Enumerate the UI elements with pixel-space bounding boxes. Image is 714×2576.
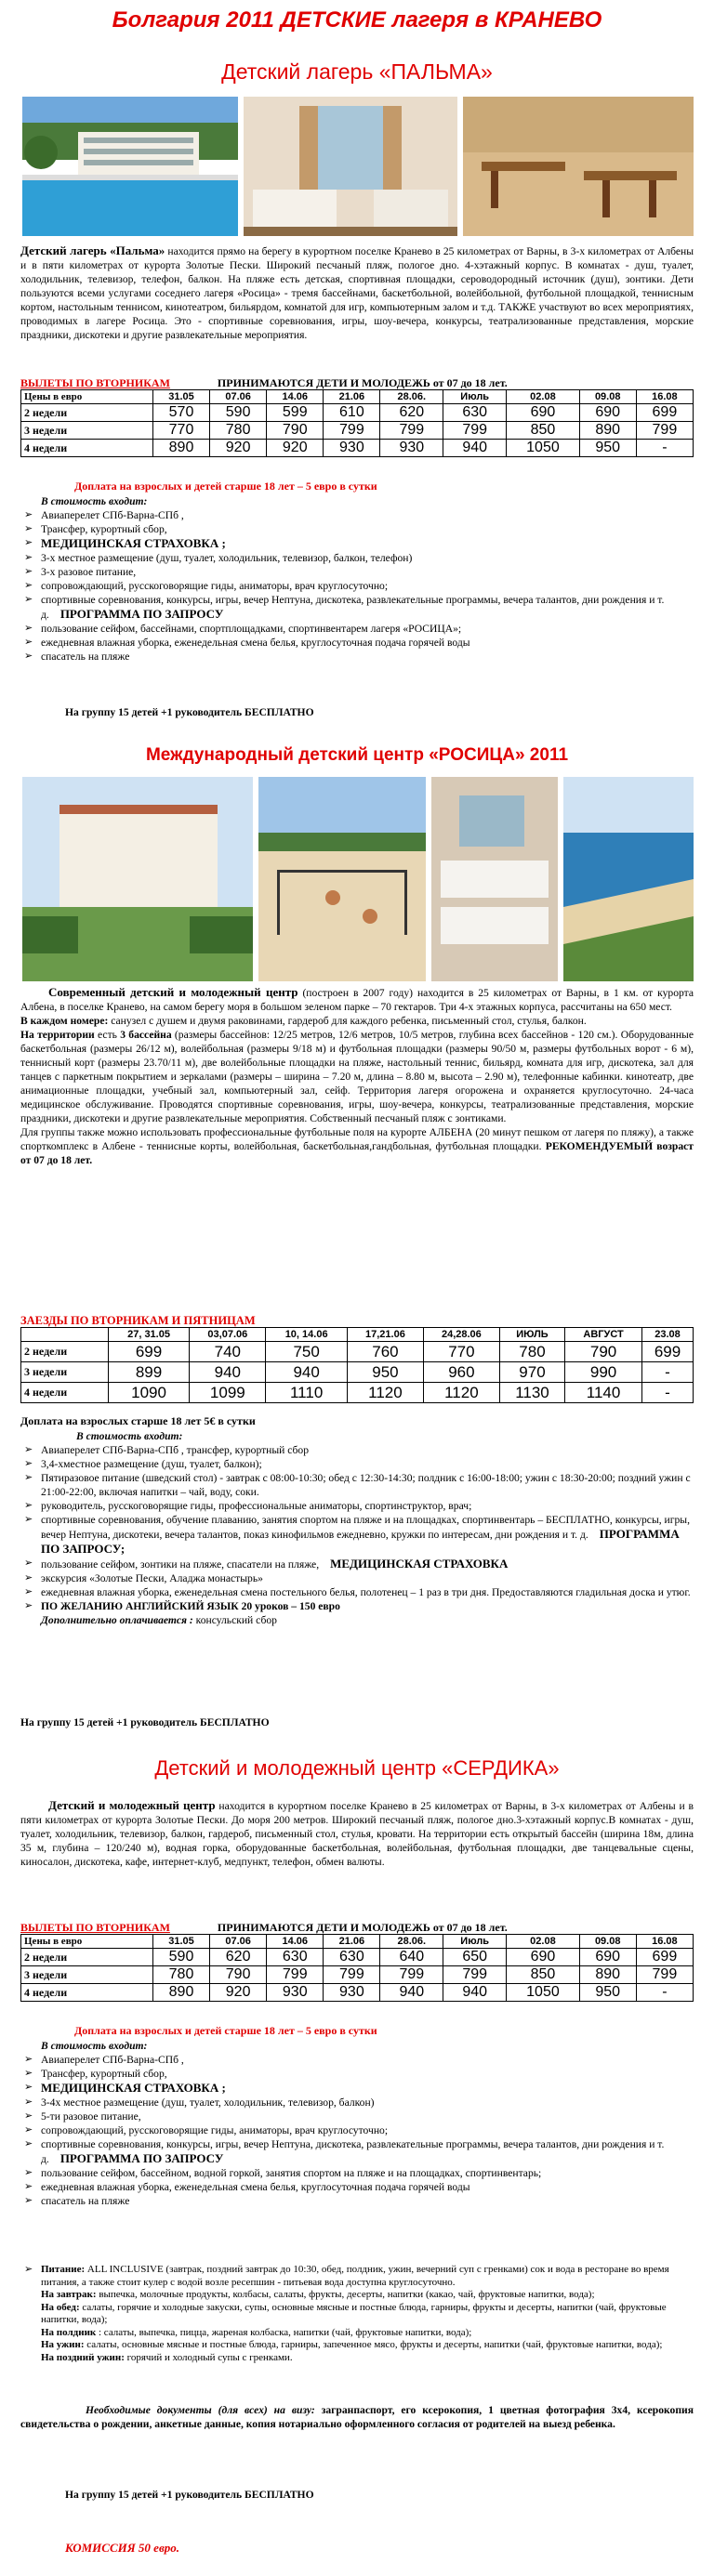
list-item [20,2194,694,2208]
serdika-lunch-text: салаты, горячие и холодные закуски, супы, основные мясные и постные блюда, гарниры, фрукты и десерты, напитки (чай, фруктовые напитки, вода); [41,2301,667,2325]
table-header-cell: 24,28.06 [423,1328,499,1342]
rositsa-p3-lead: На территории [20,1029,95,1041]
table-row-label: 4 недели [21,1984,153,2002]
table-header-cell: 16.08 [636,390,693,404]
list-item [20,1471,694,1499]
serdika-table-header [21,1935,694,1949]
table-cell: 790 [267,422,324,440]
rositsa-extra-payment [20,1613,694,1627]
serdika-lunch-label: На обед: [41,2301,80,2313]
rositsa-departures-label: ЗАЕЗДЫ ПО ВТОРНИКАМ И ПЯТНИЦАМ [20,1314,256,1327]
table-header-cell: 27, 31.05 [108,1328,190,1342]
table-row-label: 3 недели [21,1362,109,1383]
table-cell: 699 [636,1949,693,1966]
table-cell: 650 [443,1949,507,1966]
rositsa-english-line [20,1599,694,1613]
list-item-text: экскурсия «Золотые Пески, Аладжа монастырь» [41,1572,263,1584]
list-item-text: 3-х разовое питание, [41,566,137,578]
table-cell: 790 [565,1342,642,1362]
serdika-program-on-request: ПРОГРАММА ПО ЗАПРОСУ [60,2151,224,2165]
table-cell: 890 [579,422,636,440]
list-item [20,536,694,551]
rositsa-p3-text: (размеры бассейнов: 12/25 метров, 12/6 метров, 10/5 метров, глубина всех бассейнов - 120 см.). Оборудованные баскетбольная (размеры 26/12 м), волейбольная (размеры 9/18 м) и футбольная площадки (размеры 90/50 м, размеры футбольных ворот - 6 м), теннисный корт (размеры 23.70/11 м), две волейбольные площадки на пляже, настольный теннис, бильярд, комната для игр, дискотека, зал для танцев с паркетным покрытием и зеркалами (размеры – ширина – 7.20 м, длина – 8.80 м, высота – 2.90 м), телефонные кабинки. кинотеатр, две анимационные площадки, учебный зал, компьютерный зал, сейф. Территория лагеря огорожена и охраняется круглосуточно. 24-часа медицинское обслуживание. Проводятся спортивные соревнования, игры, шоу-вечера, конкурсы, театрализованные представления, морские праздники, дискотеки и другие развлекательные мероприятия. Собственный песчаный пляж с зонтиками. [20,1029,694,1124]
table-cell: 610 [324,404,380,422]
serdika-meals-label: Питание: [41,2264,86,2275]
list-item [20,2081,694,2096]
list-item [20,2137,694,2166]
table-cell: 930 [380,440,443,457]
table-cell: 1110 [266,1383,348,1403]
table-cell: 890 [579,1966,636,1984]
list-item [20,2067,694,2081]
serdika-dinner [20,2339,694,2352]
table-header-cell: 17,21.06 [347,1328,423,1342]
table-header-cell: 02.08 [507,390,579,404]
table-row [21,1362,694,1383]
table-row [21,404,694,422]
rositsa-p3 [20,1028,694,1125]
table-header-cell: 07.06 [210,390,267,404]
table-header-cell: 23.08 [642,1328,694,1342]
rositsa-insurance: МЕДИЦИНСКАЯ СТРАХОВКА [330,1557,509,1571]
list-item [20,636,694,650]
rositsa-includes [20,1429,694,1627]
serdika-lunch [20,2302,694,2327]
list-item-text: Трансфер, курортный сбор, [41,523,167,535]
table-row-label: 4 недели [21,440,153,457]
list-item-text: пользование сейфом, зонтики на пляже, спасатели на пляже, [41,1558,320,1571]
palma-table-header [21,390,694,404]
list-item-text: Авиаперелет СПб-Варна-СПб , трансфер, курортный сбор [41,1444,310,1456]
table-cell: 940 [443,1984,507,2002]
table-cell: 960 [423,1362,499,1383]
table-row [21,1949,694,1966]
table-row [21,422,694,440]
table-header-cell: Цены в евро [21,390,153,404]
rositsa-table-header [21,1328,694,1342]
table-cell: 799 [443,422,507,440]
table-header-cell: ИЮЛЬ [499,1328,564,1342]
table-cell: 770 [423,1342,499,1362]
table-cell: 690 [507,404,579,422]
list-item-text: пользование сейфом, бассейном, водной горкой, занятия спортом на пляже и на площадках, спортинвентарь; [41,2167,542,2179]
table-row-label: 4 недели [21,1383,109,1403]
table-cell: 590 [210,404,267,422]
rositsa-includes-title: В стоимость входит: [76,1430,183,1442]
table-cell: 940 [443,440,507,457]
list-item-text: пользование сейфом, бассейнами, спортплощадками, спортинвентарем лагеря «РОСИЦА»; [41,623,462,635]
table-header-cell: 21.06 [324,1935,380,1949]
table-header-cell: АВГУСТ [565,1328,642,1342]
table-row [21,1342,694,1362]
table-row-label: 2 недели [21,404,153,422]
table-cell: 640 [380,1949,443,1966]
table-cell: 799 [443,1966,507,1984]
table-cell: 770 [152,422,209,440]
table-cell: - [636,440,693,457]
table-cell: 630 [443,404,507,422]
table-cell: 750 [266,1342,348,1362]
serdika-meals [20,2264,694,2364]
table-row [21,1984,694,2002]
serdika-late-label: На поздний ужин: [41,2351,125,2363]
serdika-breakfast-label: На завтрак: [41,2289,97,2300]
serdika-snack-text: : салаты, выпечка, пицца, жареная колбаска, напитки (чай, фруктовые напитки, вода); [96,2326,472,2338]
palma-photo-room [244,97,457,236]
list-item-text: спортивные соревнования, конкурсы, игры, вечер Нептуна, дискотека, развлекательные программы, вечера талантов, дни рождения и т. д. [41,594,665,621]
table-header-cell: Июль [443,1935,507,1949]
serdika-group-note: На группу 15 детей +1 руководитель БЕСПЛАТНО [65,2489,314,2501]
serdika-price-table [20,1934,694,2002]
list-item-text: Авиаперелет СПб-Варна-СПб , [41,509,184,521]
list-item-text: 3-4х местное размещение (душ, туалет, холодильник, телевизор, балкон) [41,2096,375,2109]
list-item-text: ежедневная влажная уборка, еженедельная смена постельного белья, полотенец – 1 раз в три дня. Предоставляются гладильная доска и утюг. [41,1586,691,1598]
list-item-text: Трансфер, курортный сбор, [41,2068,167,2080]
rositsa-photo-beach [563,777,694,981]
table-cell: 799 [267,1966,324,1984]
list-item [20,1457,694,1471]
table-header-cell: 02.08 [507,1935,579,1949]
table-cell: 940 [380,1984,443,2002]
table-cell: 890 [152,440,209,457]
rositsa-p1 [20,985,694,1014]
palma-intro [20,243,694,342]
palma-heading: Детский лагерь «ПАЛЬМА» [221,59,493,84]
rositsa-p4-text: Для группы также можно использовать профессиональные футбольные поля на курорте АЛБЕНА (20 минут пешком от лагеря по пляжу), а также спорткомплекс в Албене - теннисные корты, волейбольная, баскетбольная,гандбольная, футбольная площадки. [20,1126,694,1152]
table-cell: 1120 [347,1383,423,1403]
list-item [20,1557,694,1571]
list-item-text: Авиаперелет СПб-Варна-СПб , [41,2054,184,2066]
table-cell: 799 [324,422,380,440]
palma-photo-dining [463,97,694,236]
table-cell: 630 [324,1949,380,1966]
rositsa-extra-label: Дополнительно оплачивается : [41,1614,193,1626]
table-header-cell: 16.08 [636,1935,693,1949]
rositsa-p2-lead: В каждом номере: [20,1015,109,1027]
table-cell: 599 [267,404,324,422]
table-cell: 699 [108,1342,190,1362]
table-cell: 950 [579,440,636,457]
table-cell: 780 [499,1342,564,1362]
rositsa-program-on-request: ПРОГРАММА ПО ЗАПРОСУ; [41,1527,680,1556]
list-item [20,1513,694,1557]
table-row [21,440,694,457]
table-cell: 690 [507,1949,579,1966]
table-cell: 930 [267,1984,324,2002]
rositsa-price-table [20,1327,694,1403]
table-cell: 760 [347,1342,423,1362]
list-item-text: 3-х местное размещение (душ, туалет, холодильник, телевизор, балкон, телефон) [41,552,413,564]
list-item-text: Пятиразовое питание (шведский стол) - завтрак с 08:00-10:30; обед с 12:30-14:30; полдник с 16:00-18:00; ужин с 18:30-20:00; поздний ужин с 21:00-22:00, включая напитки – чай, воду, соки. [41,1472,691,1498]
serdika-intro-text: находится в курортном поселке Кранево в 25 километрах от Варны, в 3-х километрах от Албены и в пяти километрах от курорта Золотые Пески. До моря 200 метров. Широкий песчаный пляж, пологое дно.3-хэтажный корпус.В комнатах - душ, туалет, холодильник, телевизор, балкон, гардероб, письменный стол, стулья, кровати. На территории есть открытый бассейн (ширина 18м, длина 35 м, глубина – 120/240 м), водная горка, оборудованные баскетбольная, волейбольная, футбольная площадки, две танцевальные сцены, киносалон, дискотека, кафе, интернет-клуб, медпункт, телефон, обмен валюты. [20,1800,694,1868]
palma-departures-line [20,376,694,390]
table-header-cell: 09.08 [579,390,636,404]
rositsa-group-note: На группу 15 детей +1 руководитель БЕСПЛАТНО [20,1716,270,1728]
list-item [20,579,694,593]
serdika-late-text: горячий и холодный супы с гренками. [124,2351,293,2363]
table-cell: 799 [636,1966,693,1984]
serdika-dinner-label: На ужин: [41,2339,85,2350]
table-cell: 570 [152,404,209,422]
list-item [20,1571,694,1585]
rositsa-p1-text: (построен в 2007 году) находится в 25 километрах от Варны, в 1 км. от курорта Албена, в поселке Кранево, на самом берегу моря в большом зеленом парке – 70 гектаров. Три 4-х этажных корпуса, рассчитаны на 650 мест. [20,987,694,1013]
serdika-departures-line [20,1921,694,1935]
table-cell: 699 [636,404,693,422]
list-item [20,622,694,636]
table-cell: - [642,1362,694,1383]
rositsa-p2-text: санузел с душем и двумя раковинами, гардероб для каждого ребенка, письменный стол, стулья, балкон. [108,1015,587,1027]
table-cell: 630 [267,1949,324,1966]
serdika-docs-text: загранпаспорт, его ксерокопия, 1 цветная фотография 3х4, ксерокопия свидетельства о рождении, анкетные данные, копия нотариально оформленного согласия от родителей на выезд ребенка. [20,2404,694,2430]
palma-surcharge: Доплата на взрослых и детей старше 18 лет – 5 евро в сутки [74,480,377,493]
table-header-cell: 31.05 [152,390,209,404]
list-item [20,2109,694,2123]
table-row-label: 3 недели [21,1966,153,1984]
table-cell: 930 [324,1984,380,2002]
rositsa-photo-room [431,777,558,981]
serdika-breakfast [20,2289,694,2302]
table-header-cell [21,1328,109,1342]
serdika-breakfast-text: выпечка, молочные продукты, колбасы, салаты, фрукты, десерты, напитки (какао, чай, фруктовые напитки, вода); [96,2289,595,2300]
serdika-includes [20,2039,694,2208]
table-cell: 930 [324,440,380,457]
serdika-docs-label: Необходимые документы (для всех) на визу: [86,2404,315,2416]
table-cell: 1140 [565,1383,642,1403]
serdika-ages: ПРИНИМАЮТСЯ ДЕТИ И МОЛОДЕЖЬ от 07 до 18 лет. [217,1921,508,1934]
table-cell: 590 [152,1949,209,1966]
table-cell: 950 [347,1362,423,1383]
palma-ages: ПРИНИМАЮТСЯ ДЕТИ И МОЛОДЕЖЬ от 07 до 18 лет. [217,376,508,389]
table-cell: 799 [324,1966,380,1984]
table-cell: 890 [152,1984,209,2002]
list-item-text: 3,4-хместное размещение (душ, туалет, балкон); [41,1458,262,1470]
rositsa-surcharge: Доплата на взрослых старше 18 лет 5€ в сутки [20,1414,256,1427]
table-cell: 920 [267,440,324,457]
table-header-cell: 03,07.06 [190,1328,266,1342]
list-item [20,551,694,565]
table-cell: 620 [210,1949,267,1966]
list-item [20,1585,694,1599]
table-header-cell: 31.05 [152,1935,209,1949]
list-item [20,2053,694,2067]
table-cell: 1050 [507,440,579,457]
rositsa-photo-volleyball [258,777,426,981]
serdika-surcharge: Доплата на взрослых и детей старше 18 лет – 5 евро в сутки [74,2024,377,2037]
list-item-text: МЕДИЦИНСКАЯ СТРАХОВКА ; [41,2081,226,2095]
page-title: Болгария 2011 ДЕТСКИЕ лагеря в КРАНЕВО [112,7,602,33]
table-header-cell: 28.06. [380,1935,443,1949]
table-cell: 1099 [190,1383,266,1403]
list-item-text: сопровождающий, русскоговорящие гиды, аниматоры, врач круглосуточно; [41,2124,389,2136]
serdika-intro-lead: Детский и молодежный центр [48,1798,216,1812]
table-header-cell: 10, 14.06 [266,1328,348,1342]
table-cell: - [636,1984,693,2002]
table-header-cell: 28.06. [380,390,443,404]
table-cell: 740 [190,1342,266,1362]
table-cell: 850 [507,422,579,440]
table-header-cell: 09.08 [579,1935,636,1949]
list-item [20,650,694,664]
table-header-cell: 14.06 [267,1935,324,1949]
list-item [20,2166,694,2180]
table-row [21,1966,694,1984]
list-item [20,508,694,522]
table-header-cell: 07.06 [210,1935,267,1949]
rositsa-p1-lead: Современный детский и молодежный центр [48,985,298,999]
table-cell: 1090 [108,1383,190,1403]
serdika-documents [20,2403,694,2431]
table-cell: 690 [579,1949,636,1966]
table-row [21,1383,694,1403]
table-cell: 940 [266,1362,348,1383]
serdika-dinner-text: салаты, основные мясные и постные блюда, гарниры, запеченное мясо, фрукты и десерты, напитки (чай, фруктовые напитки, вода); [84,2339,663,2350]
palma-intro-text: находится прямо на берегу в курортном поселке Кранево в 25 километрах от Варны, в 3-х километрах от Албены и в пяти километрах от курорта Золотые Пески. Широкий песчаный пляж, пологое дно. 4-хэтажный корпус. В комнатах - душ, туалет, холодильник, телевизор, телефон, балкон. На пляже есть детская, спортивная площадки, сероводородный источник (душ), зонтики. Дети пользуются всеми услугами соседнего лагеря «Росица» - тремя бассейнами, баскетбольной, волейбольной, футбольной площадкой, теннисным кортом, настольным теннисом, кинотеатром, бильярдом, комнатой для игр, компьютерным залом и т.д. ТАКЖЕ участвуют во всех мероприятиях, проводимых в лагере Росица. Это - спортивные соревнования, игры, шоу-вечера, конкурсы, театрализованные представления, морские праздники, дискотеки и другие развлекательные мероприятия. [20,245,694,341]
serdika-late-dinner [20,2352,694,2365]
table-cell: 1130 [499,1383,564,1403]
table-cell: 780 [210,422,267,440]
rositsa-p4-age: возраст от 07 до 18 лет. [20,1140,694,1166]
palma-includes [20,494,694,664]
table-row-label: 2 недели [21,1949,153,1966]
table-header-cell: Цены в евро [21,1935,153,1949]
table-row-label: 2 недели [21,1342,109,1362]
table-cell: 690 [579,404,636,422]
table-row-label: 3 недели [21,422,153,440]
rositsa-p3-pools: 3 бассейна [120,1029,172,1041]
table-cell: 850 [507,1966,579,1984]
rositsa-english-text: ПО ЖЕЛАНИЮ АНГЛИЙСКИЙ ЯЗЫК 20 уроков – 150 евро [41,1600,340,1612]
table-header-cell: 14.06 [267,390,324,404]
serdika-snack [20,2327,694,2340]
table-cell: 799 [380,1966,443,1984]
palma-program-on-request: ПРОГРАММА ПО ЗАПРОСУ [60,607,224,621]
rositsa-p4 [20,1125,694,1167]
serdika-includes-title: В стоимость входит: [41,2040,148,2052]
table-cell: 790 [210,1966,267,1984]
table-cell: 799 [636,422,693,440]
table-cell: - [642,1383,694,1403]
list-item [20,1443,694,1457]
list-item-text: ежедневная влажная уборка, еженедельная смена белья, круглосуточная подача горячей воды [41,2181,470,2193]
table-cell: 940 [190,1362,266,1383]
list-item [20,522,694,536]
list-item-text: спортивные соревнования, конкурсы, игры, вечер Нептуна, дискотека, развлекательные программы, вечера талантов, дни рождения и т. д. [41,2138,665,2165]
palma-group-note: На группу 15 детей +1 руководитель БЕСПЛАТНО [65,706,314,718]
list-item [20,1499,694,1513]
serdika-heading: Детский и молодежный центр «СЕРДИКА» [154,1756,560,1780]
table-header-cell: Июль [443,390,507,404]
rositsa-description [20,985,694,1167]
list-item [20,593,694,622]
table-cell: 620 [380,404,443,422]
serdika-departures-label: ВЫЛЕТЫ ПО ВТОРНИКАМ [20,1921,170,1934]
list-item-text: спортивные соревнования, обучение плаванию, занятия спортом на пляже и на площадках, спортинвентарь – БЕСПЛАТНО, конкурсы, игры, вечер Нептуна, дискотеки, вечера талантов, показ кинофильмов ежедневно, кружки по интересам, дни рождения и т. д. [41,1514,690,1541]
rositsa-photo-hotel [22,777,253,981]
list-item-text: МЕДИЦИНСКАЯ СТРАХОВКА ; [41,536,226,550]
palma-intro-lead: Детский лагерь «Пальма» [20,243,165,257]
table-cell: 970 [499,1362,564,1383]
list-item-text: руководитель, русскоговорящие гиды, профессиональные аниматоры, спортинструктор, врач; [41,1500,472,1512]
rositsa-p4-recommended: РЕКОМЕНДУЕМЫЙ [545,1140,654,1152]
table-cell: 799 [380,422,443,440]
serdika-meals-item [20,2264,694,2289]
palma-photo-pool [22,97,238,236]
table-cell: 780 [152,1966,209,1984]
list-item-text: сопровождающий, русскоговорящие гиды, аниматоры, врач круглосуточно; [41,580,389,592]
palma-price-table [20,389,694,457]
rositsa-extra-value: консульский сбор [192,1614,277,1626]
list-item [20,2180,694,2194]
table-cell: 920 [210,440,267,457]
list-item-text: спасатель на пляже [41,2195,130,2207]
serdika-meals-text: ALL INCLUSIVE (завтрак, поздний завтрак до 10:30, обед, полдник, ужин, вечерний суп с гренками) сок и вода в ресторане во время питания, а также стоит кулер с водой возле ресепшин - питьевая вода доступна круглосуточно. [41,2264,669,2288]
table-cell: 990 [565,1362,642,1383]
table-header-cell: 21.06 [324,390,380,404]
list-item [20,2096,694,2109]
list-item-text: 5-ти разовое питание, [41,2110,141,2123]
rositsa-p2 [20,1014,694,1028]
table-cell: 899 [108,1362,190,1383]
table-cell: 699 [642,1342,694,1362]
list-item [20,2123,694,2137]
table-cell: 1120 [423,1383,499,1403]
list-item-text: спасатель на пляже [41,651,130,663]
list-item [20,565,694,579]
palma-departures-label: ВЫЛЕТЫ ПО ВТОРНИКАМ [20,376,170,389]
table-cell: 920 [210,1984,267,2002]
serdika-snack-label: На полдник [41,2326,97,2338]
palma-includes-title: В стоимость входит: [41,495,148,507]
table-cell: 1050 [507,1984,579,2002]
list-item-text: ежедневная влажная уборка, еженедельная смена белья, круглосуточная подача горячей воды [41,637,470,649]
table-cell: 950 [579,1984,636,2002]
rositsa-heading: Международный детский центр «РОСИЦА» 2011 [145,745,569,765]
serdika-commission: КОМИССИЯ 50 евро. [65,2541,180,2555]
rositsa-p3-mid: есть [94,1029,121,1041]
serdika-intro [20,1798,694,1869]
